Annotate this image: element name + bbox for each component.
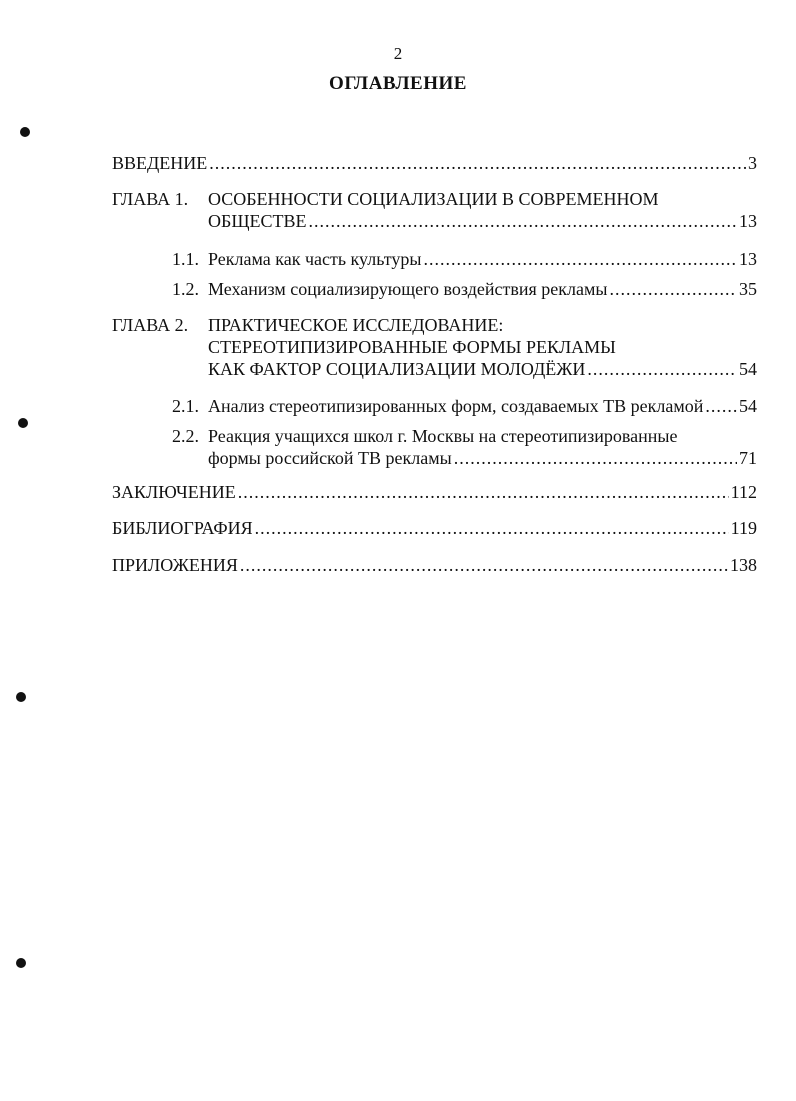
toc-entry-title: БИБЛИОГРАФИЯ [112, 518, 253, 538]
toc-entry-title: ПРИЛОЖЕНИЯ [112, 555, 238, 575]
chapter-label: ГЛАВА 1. [112, 189, 189, 209]
scan-mark [18, 418, 28, 428]
toc-entry-bibliography[interactable] [112, 517, 757, 539]
toc-entry-intro[interactable] [112, 152, 757, 174]
dot-leader [423, 248, 737, 270]
toc-entry-page: 119 [730, 518, 757, 538]
dot-leader [587, 358, 737, 380]
toc-entry-page: 112 [730, 482, 757, 502]
dot-leader [255, 517, 729, 539]
chapter-title-line: ОСОБЕННОСТИ СОЦИАЛИЗАЦИИ В СОВРЕМЕННОМ [208, 189, 659, 209]
toc-entry-title: формы российской ТВ рекламы [208, 448, 452, 468]
toc-entry-title: Анализ стереотипизированных форм, создаваемых ТВ рекламой [208, 396, 704, 416]
scan-mark [20, 127, 30, 137]
section-number: 1.2. [172, 279, 199, 299]
toc-entry-page: 3 [748, 153, 757, 173]
dot-leader [240, 554, 728, 576]
toc-entry-section-1-2[interactable] [172, 278, 757, 300]
section-number: 2.1. [172, 396, 199, 416]
chapter-title-line: КАК ФАКТОР СОЦИАЛИЗАЦИИ МОЛОДЁЖИ [208, 359, 586, 379]
page-number: 2 [393, 44, 403, 63]
dot-leader [454, 447, 737, 469]
page-title: ОГЛАВЛЕНИЕ [329, 73, 467, 94]
toc-entry-title: Реклама как часть культуры [208, 249, 422, 269]
chapter-label: ГЛАВА 2. [112, 315, 189, 335]
scan-mark [16, 958, 26, 968]
toc-entry-section-2-2[interactable] [172, 425, 757, 469]
toc-entry-conclusion[interactable] [112, 481, 757, 503]
dot-leader [209, 152, 746, 174]
toc-entry-chapter-1[interactable] [112, 188, 757, 232]
toc-entry-title: ЗАКЛЮЧЕНИЕ [112, 482, 236, 502]
chapter-title-line: СТЕРЕОТИПИЗИРОВАННЫЕ ФОРМЫ РЕКЛАМЫ [208, 337, 616, 357]
toc-entry-section-1-1[interactable] [172, 248, 757, 270]
scan-mark [16, 692, 26, 702]
toc-entry-page: 13 [739, 211, 757, 231]
toc-entry-page: 71 [739, 448, 757, 468]
toc-entry-page: 54 [739, 396, 757, 416]
dot-leader [609, 278, 737, 300]
chapter-title-line: ПРАКТИЧЕСКОЕ ИССЛЕДОВАНИЕ: [208, 315, 504, 335]
chapter-title-line: ОБЩЕСТВЕ [208, 211, 307, 231]
toc-entry-page: 138 [730, 555, 757, 575]
section-number: 2.2. [172, 426, 199, 446]
toc-entry-page: 13 [739, 249, 757, 269]
dot-leader [705, 395, 737, 417]
toc-entry-page: 54 [739, 359, 757, 379]
section-number: 1.1. [172, 249, 199, 269]
toc-entry-section-2-1[interactable] [172, 395, 757, 417]
toc-entry-page: 35 [739, 279, 757, 299]
toc-entry-title: Реакция учащихся школ г. Москвы на стереотипизированные [208, 426, 678, 446]
toc-entry-title: Механизм социализирующего воздействия рекламы [208, 279, 608, 299]
dot-leader [238, 481, 729, 503]
toc-entry-appendices[interactable] [112, 554, 757, 576]
toc-entry-title: ВВЕДЕНИЕ [112, 153, 208, 173]
toc-entry-chapter-2[interactable] [112, 314, 757, 380]
dot-leader [309, 210, 738, 232]
